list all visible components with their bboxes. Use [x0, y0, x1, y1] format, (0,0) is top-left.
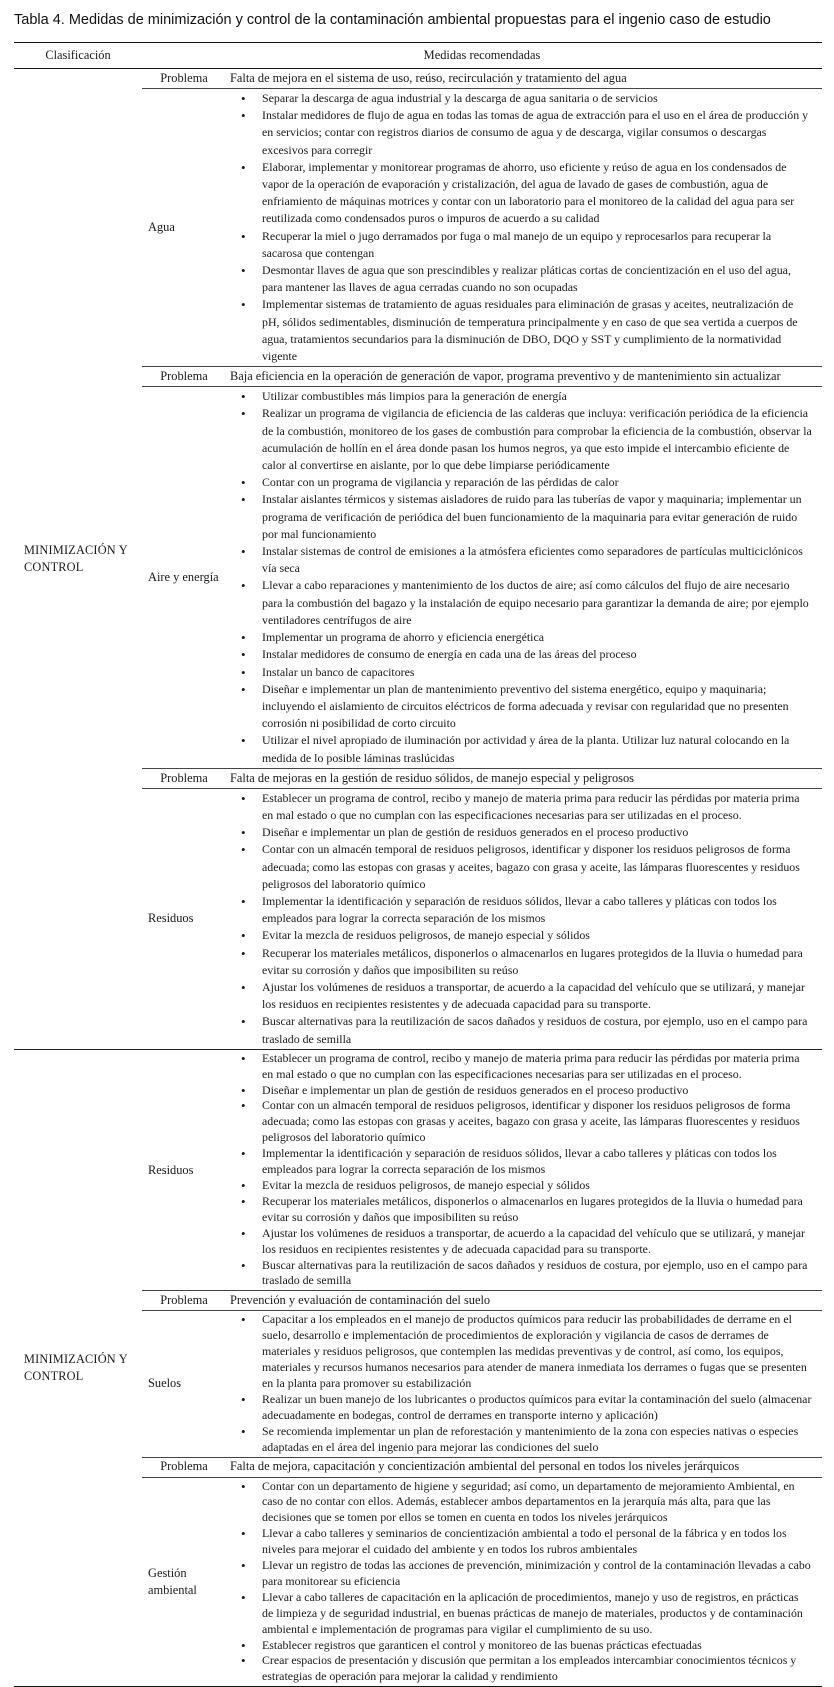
classification-cell: MINIMIZACIÓN Y CONTROL	[14, 1049, 142, 1687]
measure-item: • Buscar alternativas para la reutilización de sacos dañados y residuos de costura, por ejemplo, uso en el campo para traslado de semilla	[226, 1013, 812, 1047]
category-cell: Agua	[148, 220, 175, 235]
measure-list	[226, 1312, 812, 1455]
problem-text: Falta de mejora, capacitación y concientización ambiental del personal en todos los niveles jerárquicos	[226, 1457, 822, 1477]
measure-item: • Instalar sistemas de control de emisiones a la atmósfera eficientes como separadores de partículas multiciclónicos vía seca	[226, 543, 812, 577]
category-cell: Gestión ambiental	[142, 1477, 226, 1687]
measure-item: • Contar con un almacén temporal de residuos peligrosos, identificar y disponer los residuos peligrosos de forma adecuada; como las estopas con grasas y aceites, bagazo con grasa y aceite, las lámparas fluorescentes y residuos peligrosos del laboratorio químico	[226, 841, 812, 893]
category-cell: Suelos	[142, 1311, 226, 1457]
classification-cell: MINIMIZACIÓN Y CONTROL	[24, 542, 128, 574]
measure-item: • Utilizar el nivel apropiado de iluminación por actividad y área de la planta. Utilizar luz natural colocando en la medida de lo posible láminas traslúcidas	[226, 732, 812, 766]
header-measures: Medidas recomendadas	[142, 43, 822, 69]
measure-item: • Se recomienda implementar un plan de reforestación y mantenimiento de la zona con especies nativas o especies adaptadas en el área del ingenio para mejorar las condiciones del suelo	[226, 1424, 812, 1456]
problem-label: Problema	[142, 367, 226, 387]
measure-item: • Implementar la identificación y separación de residuos sólidos, llevar a cabo talleres y pláticas con todos los empleados para lograr la correcta separación de los mismos	[226, 1146, 812, 1178]
measures-cell	[226, 1049, 822, 1291]
measure-item: • Buscar alternativas para la reutilización de sacos dañados y residuos de costura, por ejemplo, uso en el campo para traslado de semilla	[226, 1258, 812, 1290]
measure-list	[226, 790, 812, 1048]
measure-item: • Contar con un departamento de higiene y seguridad; así como, un departamento de mejoramiento Ambiental, en caso de no contar con ellos. Además, establecer ambos departamentos en la jerarquía más alta, para que las decisiones que se tomen por ellos se tomen en cuenta en todos los niveles jerárquicos	[226, 1479, 812, 1527]
problem-label: Problema	[142, 1291, 226, 1311]
measure-item: • Recuperar los materiales metálicos, disponerlos o almacenarlos en lugares protegidos de la lluvia o humedad para evitar su corrosión y daños que imposibiliten su reúso	[226, 1194, 812, 1226]
measure-item: • Instalar un banco de capacitores	[226, 664, 812, 681]
measure-item: • Establecer registros que garanticen el control y monitoreo de las buenas prácticas efectuadas	[226, 1638, 812, 1654]
measure-item: • Llevar a cabo reparaciones y mantenimiento de los ductos de aire; así como cálculos del flujo de aire necesario para la combustión del bagazo y la instalación de equipo necesario para garantizar la demanda de aire; por ejemplo ventiladores centrífugos de aire	[226, 577, 812, 629]
measure-item: • Establecer un programa de control, recibo y manejo de materia prima para reducir las pérdidas por materia prima en mal estado o que no cumplan con las especificaciones necesarias para ser utilizadas en el proceso.	[226, 790, 812, 824]
measure-item: • Instalar medidores de consumo de energía en cada una de las áreas del proceso	[226, 646, 812, 663]
measure-list	[226, 388, 812, 766]
measure-item: • Contar con un programa de vigilancia y reparación de las pérdidas de calor	[226, 474, 812, 491]
measure-item: • Recuperar la miel o jugo derramados por fuga o mal manejo de un equipo y reprocesarlos para recuperar la sacarosa que contengan	[226, 228, 812, 262]
measure-item: • Crear espacios de presentación y discusión que permitan a los empleados intercambiar conocimientos técnicos y estrategias de operación para mejorar la calidad y rendimiento	[226, 1653, 812, 1685]
measure-item: • Evitar la mezcla de residuos peligrosos, de manejo especial y sólidos	[226, 927, 812, 944]
measures-table	[14, 42, 822, 1687]
problem-row	[14, 69, 822, 89]
measures-cell	[226, 387, 822, 768]
measure-item: • Instalar medidores de flujo de agua en todas las tomas de agua de extracción para el uso en el área de producción y en servicios; contar con registros diarios de consumo de agua y de descarga, vigilar consumos o descargas excesivos para corregir	[226, 107, 812, 159]
problem-label: Problema	[142, 1457, 226, 1477]
measure-item: • Llevar a cabo talleres de capacitación en la aplicación de procedimientos, manejo y uso de registros, en prácticas de limpieza y de seguridad industrial, en buenas prácticas de manejo de materiales, productos y de contaminación ambiental e implementación de programas para vigilar el cumplimiento de su uso.	[226, 1590, 812, 1638]
measure-list	[226, 1051, 812, 1290]
measure-item: • Implementar la identificación y separación de residuos sólidos, llevar a cabo talleres y pláticas con todos los empleados para lograr la correcta separación de los mismos	[226, 893, 812, 927]
measure-item: • Evitar la mezcla de residuos peligrosos, de manejo especial y sólidos	[226, 1178, 812, 1194]
measure-item: • Implementar sistemas de tratamiento de aguas residuales para eliminación de grasas y aceites, neutralización de pH, sólidos sedimentables, disminución de temperatura principalmente y en caso de que sea vertida a cuerpos de agua, tratamientos secundarios para la disminución de DBO, DQO y SST y cumplimiento de la normatividad vigente	[226, 296, 812, 365]
problem-label: Problema	[160, 70, 208, 85]
table-header-row	[14, 43, 822, 69]
measures-row	[14, 1049, 822, 1291]
measure-item: • Diseñar e implementar un plan de mantenimiento preventivo del sistema energético, equipo y maquinaria; incluyendo el aislamiento de circuitos eléctricos de forma adecuada y revisar con regularidad que no presenten corrosión ni posibilidad de corto circuito	[226, 681, 812, 733]
category-cell: Residuos	[142, 1049, 226, 1291]
measure-item: • Separar la descarga de agua industrial y la descarga de agua sanitaria o de servicios	[226, 90, 812, 107]
measure-item: • Desmontar llaves de agua que son prescindibles y realizar pláticas cortas de concientización en el uso del agua, para mantener las llaves de agua cerradas cuando no son ocupadas	[226, 262, 812, 296]
category-cell: Residuos	[142, 788, 226, 1049]
measure-item: • Llevar a cabo talleres y seminarios de concientización ambiental a todo el personal de la fábrica y en todos los niveles para mejorar el cuidado del ambiente y en todos los rubros ambientales	[226, 1526, 812, 1558]
problem-text: Falta de mejoras en la gestión de residuo sólidos, de manejo especial y peligrosos	[226, 768, 822, 788]
table-caption: Tabla 4. Medidas de minimización y control de la contaminación ambiental propuestas para el ingenio caso de estudio	[14, 12, 771, 28]
measure-item: • Diseñar e implementar un plan de gestión de residuos generados en el proceso productivo	[226, 824, 812, 841]
measure-item: • Utilizar combustibles más limpios para la generación de energía	[226, 388, 812, 405]
problem-label: Problema	[142, 768, 226, 788]
measure-item: • Recuperar los materiales metálicos, disponerlos o almacenarlos en lugares protegidos de la lluvia o humedad para evitar su corrosión y daños que imposibiliten su reúso	[226, 945, 812, 979]
measure-item: • Elaborar, implementar y monitorear programas de ahorro, uso eficiente y reúso de agua en los condensados de vapor de la operación de evaporación y cristalización, del agua de lavado de gases de combustión, agua de enfriamiento de máquinas motrices y contar con un laboratorio para el monitoreo de la calidad del agua para ser reutilizada como condensados puros o impuros de acuerdo a su calidad	[226, 159, 812, 228]
measure-item: • Capacitar a los empleados en el manejo de productos químicos para reducir las probabilidades de derrame en el suelo, desarrollo e implementación de procedimientos de exploración y vigilancia de casos de derrames de materiales y residuos peligrosos, que contemplen las medidas preventivas y de control, así como, los equipos, materiales y recursos humanos necesarios para atender de manera inmediata los derrames o fugas que se presenten en la planta para promover su estabilización	[226, 1312, 812, 1392]
measure-item: • Diseñar e implementar un plan de gestión de residuos generados en el proceso productivo	[226, 1083, 812, 1099]
measure-item: • Realizar un programa de vigilancia de eficiencia de las calderas que incluya: verificación periódica de la eficiencia de la combustión, monitoreo de los gases de combustión para comprobar la eficiencia de la combustión, observar la acumulación de hollín en el área donde pasan los humos negros, ya que esto impide el intercambio eficiente de calor al convertirse en aislante, por lo que debe limpiarse periódicamente	[226, 405, 812, 474]
measure-item: • Realizar un buen manejo de los lubricantes o productos químicos para evitar la contaminación del suelo (almacenar adecuadamente en bodegas, control de derrames en transporte interno y aplicación)	[226, 1392, 812, 1424]
measure-item: • Ajustar los volúmenes de residuos a transportar, de acuerdo a la capacidad del vehículo que se utilizará, y manejar los residuos en recipientes resistentes y de adecuada capacidad para su transporte.	[226, 979, 812, 1013]
measure-list	[226, 1479, 812, 1686]
measures-cell	[226, 1311, 822, 1457]
measures-cell	[226, 89, 822, 367]
header-classification: Clasificación	[14, 43, 142, 69]
problem-text: Falta de mejora en el sistema de uso, reúso, recirculación y tratamiento del agua	[230, 70, 627, 85]
measure-item: • Llevar un registro de todas las acciones de prevención, minimización y control de la contaminación llevadas a cabo para monitorear su eficiencia	[226, 1558, 812, 1590]
measure-item: • Establecer un programa de control, recibo y manejo de materia prima para reducir las pérdidas por materia prima en mal estado o que no cumplan con las especificaciones necesarias para ser utilizadas en el proceso.	[226, 1051, 812, 1083]
category-cell: Aire y energía	[142, 387, 226, 768]
measure-list	[226, 90, 812, 365]
problem-text: Baja eficiencia en la operación de generación de vapor, programa preventivo y de mantenimiento sin actualizar	[226, 367, 822, 387]
measure-item: • Ajustar los volúmenes de residuos a transportar, de acuerdo a la capacidad del vehículo que se utilizará, y manejar los residuos en recipientes resistentes y de adecuada capacidad para su transporte.	[226, 1226, 812, 1258]
measure-item: • Instalar aislantes térmicos y sistemas aisladores de ruido para las tuberías de vapor y maquinaria; implementar un programa de verificación de periódica del buen funcionamiento de la maquinaria para evitar generación de ruido por mal funcionamiento	[226, 491, 812, 543]
measures-cell	[226, 1477, 822, 1687]
measure-item: • Implementar un programa de ahorro y eficiencia energética	[226, 629, 812, 646]
measures-cell	[226, 788, 822, 1049]
problem-text: Prevención y evaluación de contaminación del suelo	[226, 1291, 822, 1311]
measure-item: • Contar con un almacén temporal de residuos peligrosos, identificar y disponer los residuos peligrosos de forma adecuada; como las estopas con grasas y aceites, bagazo con grasa y aceite, las lámparas fluorescentes y residuos peligrosos del laboratorio químico	[226, 1098, 812, 1146]
